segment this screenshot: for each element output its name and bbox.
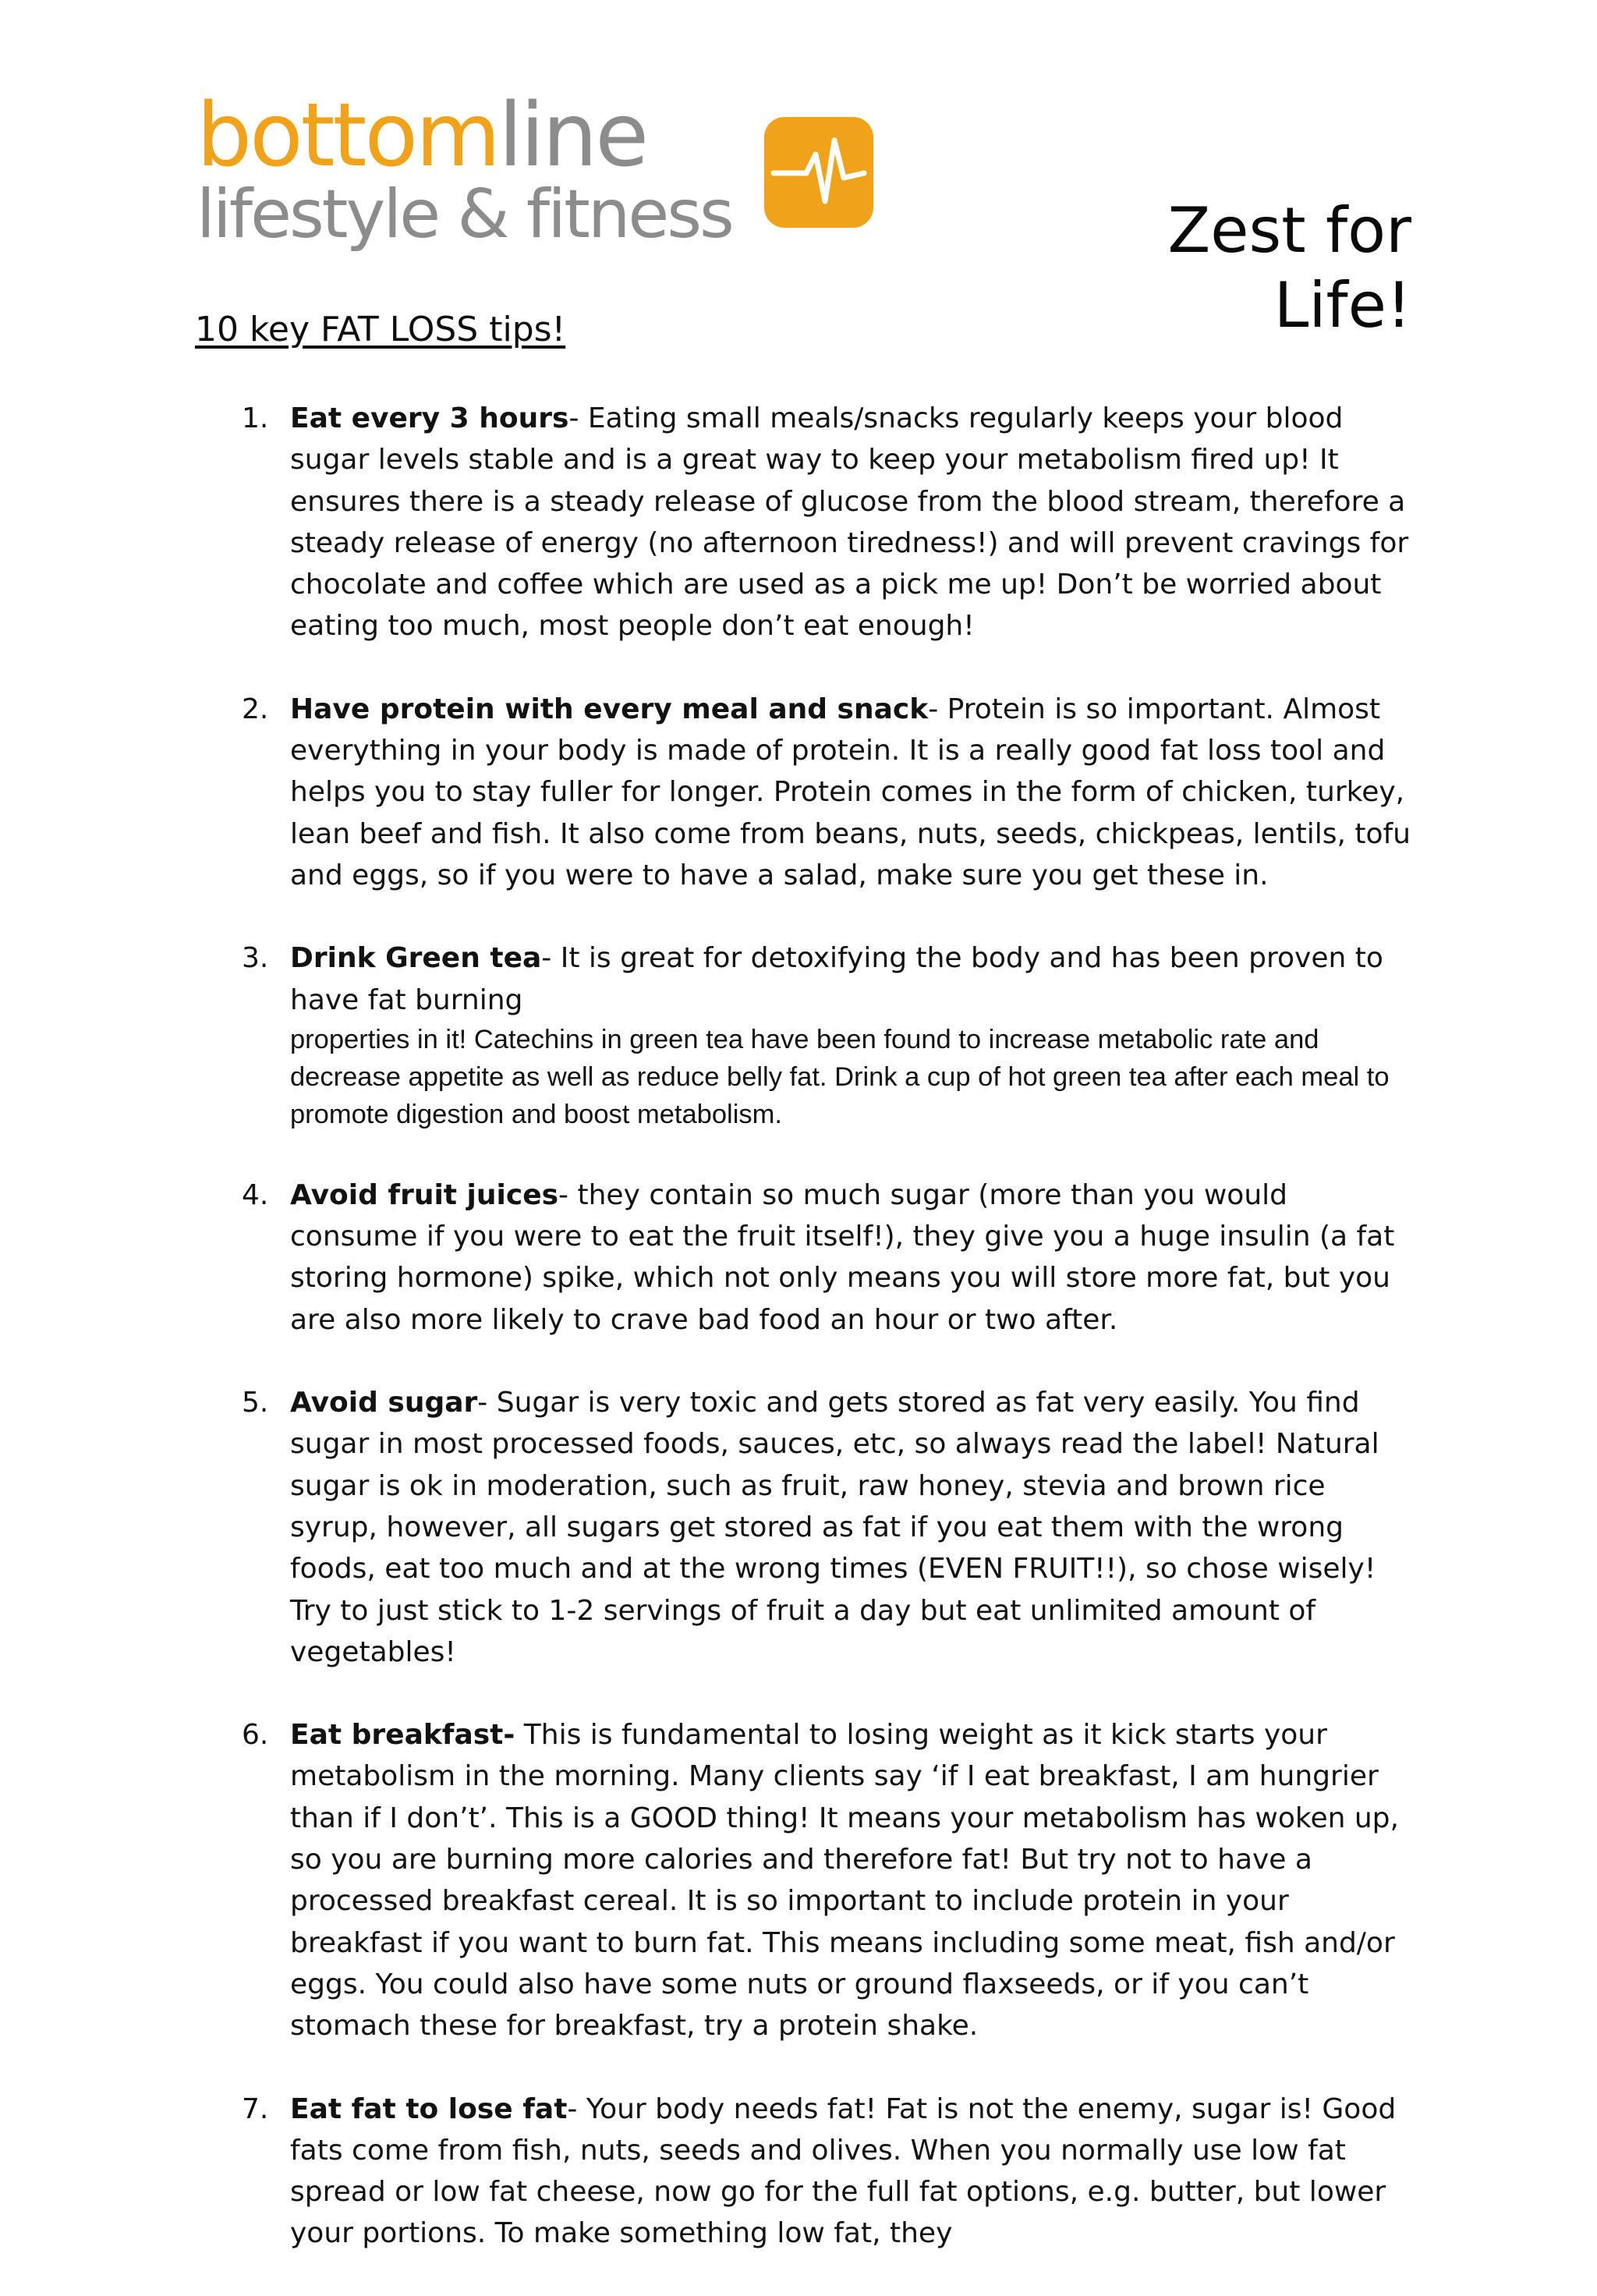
tip-title: Drink Green tea bbox=[290, 942, 542, 975]
tip-text: It is great for detoxifying the body and has been proven to have fat burning bbox=[290, 942, 1383, 1016]
tip-title: Eat every 3 hours bbox=[290, 402, 569, 434]
tip-text: they contain so much sugar (more than you would consume if you were to eat the fruit itself!), they give you a huge insulin (a fat storing hormone) spike, which not only means you will store more fat, but you are also more likely to crave bad food an hour or two after. bbox=[290, 1178, 1395, 1336]
section-title: 10 key FAT LOSS tips! bbox=[195, 310, 566, 349]
list-item-text: Avoid sugar- Sugar is very toxic and gets stored as fat very easily. You find sugar in most processed foods, sauces, etc, so always read the label! Natural sugar is ok in moderation, such as fruit, raw honey, stevia and brown rice syrup, however, all sugars get stored as fat if you eat them with the wrong foods, eat too much and at the wrong times (EVEN FRUIT!!), so chose wisely! Try to just stick to 1-2 servings of fruit a day but eat unlimited amount of vegetables! bbox=[290, 1387, 1379, 1668]
list-item bbox=[195, 398, 1411, 647]
tip-text: Sugar is very toxic and gets stored as fat very easily. You find sugar in most processed foods, sauces, etc, so always read the label! Natural sugar is ok in moderation, such as fruit, raw honey, stevia and brown rice syrup, however, all sugars get stored as fat if you eat them with the wrong foods, eat too much and at the wrong times (EVEN FRUIT!!), so chose wisely! Try to just stick to 1-2 servings of fruit a day but eat unlimited amount of vegetables! bbox=[290, 1387, 1379, 1668]
list-item-text bbox=[290, 1714, 1411, 2046]
logo-tagline: lifestyle & fitness bbox=[197, 175, 732, 253]
bottomline-logo bbox=[195, 92, 881, 256]
list-item bbox=[195, 1714, 1411, 2046]
list-item bbox=[195, 1382, 1411, 1673]
list-number: 1. bbox=[242, 402, 269, 434]
tip-text: This is fundamental to losing weight as it kick starts your metabolism in the morning. Many clients say ‘if I eat breakfast, I am hungrier than if I don’t’. This is a GOOD thing! It means your metabolism has woken up, so you are burning more calories and therefore fat! But try not to have a processed breakfast cereal. It is so important to include protein in your breakfast if you want to burn fat. This means including some meat, fish and/or eggs. You could also have some nuts or ground flaxseeds, or if you can’t stomach these for breakfast, try a protein shake. bbox=[290, 1719, 1399, 2043]
tip-text: Your body needs fat! Fat is not the enemy, sugar is! Good fats come from fish, nuts, seeds and olives. When you normally use low fat spread or low fat cheese, now go for the full fat options, e.g. butter, but lower your portions. To make something low fat, they bbox=[290, 2092, 1397, 2250]
tip-title: Avoid sugar bbox=[290, 1387, 478, 1419]
list-item bbox=[195, 937, 1411, 1133]
logo-word-line: line bbox=[498, 92, 647, 186]
tip-title: Eat breakfast- bbox=[290, 1719, 515, 1752]
heartbeat-icon bbox=[764, 117, 873, 228]
logo-graphic bbox=[195, 92, 881, 256]
tip-text: Protein is so important. Almost everything in your body is made of protein. It is a really good fat loss tool and helps you to stay fuller for longer. Protein comes in the form of chicken, turkey, lean beef and fish. It also come from beans, nuts, seeds, chickpeas, lentils, tofu and eggs, so if you were to have a salad, make sure you get these in. bbox=[290, 693, 1411, 891]
header-tagline: Zest for Life! bbox=[1167, 194, 1411, 342]
list-item bbox=[195, 689, 1411, 896]
tip-title: Eat fat to lose fat bbox=[290, 2092, 568, 2125]
tip-text: Eating small meals/snacks regularly keeps your blood sugar levels stable and is a great way to keep your metabolism fired up! It ensures there is a steady release of glucose from the blood stream, therefore a steady release of energy (no afternoon tiredness!) and will prevent cravings for chocolate and coffee which are used as a pick me up! Don’t be worried about eating too much, most people don’t eat enough! bbox=[290, 402, 1409, 643]
svg-text:bottomline bbox=[197, 92, 646, 186]
list-number: 6. bbox=[242, 1719, 269, 1752]
list-number: 3. bbox=[242, 942, 269, 975]
list-item-text: Drink Green tea- It is great for detoxifying the body and has been proven to have fat burning bbox=[290, 942, 1383, 1016]
tip-title: Avoid fruit juices bbox=[290, 1178, 559, 1211]
list-number: 5. bbox=[242, 1387, 269, 1419]
logo-word-bottom: bottom bbox=[197, 92, 499, 186]
list-item bbox=[195, 1175, 1411, 1341]
tip-text-continued: properties in it! Catechins in green tea have been found to increase metabolic rate and decrease appetite as well as reduce belly fat. Drink a cup of hot green tea after each meal to promote digestion and boost metabolism. bbox=[290, 1024, 1390, 1129]
list-item-text: Avoid fruit juices- they contain so much sugar (more than you would consume if you were to eat the fruit itself!), they give you a huge insulin (a fat storing hormone) spike, which not only means you will store more fat, but you are also more likely to crave bad food an hour or two after. bbox=[290, 1178, 1395, 1336]
tip-title: Have protein with every meal and snack bbox=[290, 693, 929, 725]
list-item bbox=[195, 2089, 1411, 2255]
list-item-text: Have protein with every meal and snack- Protein is so important. Almost everything in your body is made of protein. It is a really good fat loss tool and helps you to stay fuller for longer. Protein comes in the form of chicken, turkey, lean beef and fish. It also come from beans, nuts, seeds, chickpeas, lentils, tofu and eggs, so if you were to have a salad, make sure you get these in. bbox=[290, 693, 1411, 891]
list-number: 4. bbox=[242, 1178, 269, 1211]
tips-list bbox=[195, 398, 1411, 2296]
list-number: 7. bbox=[242, 2092, 269, 2125]
list-item-text: Eat fat to lose fat- Your body needs fat! Fat is not the enemy, sugar is! Good fats come from fish, nuts, seeds and olives. When you normally use low fat spread or low fat cheese, now go for the full fat options, e.g. butter, but lower your portions. To make something low fat, they bbox=[290, 2092, 1397, 2250]
list-item-text: Eat every 3 hours- Eating small meals/snacks regularly keeps your blood sugar levels stable and is a great way to keep your metabolism fired up! It ensures there is a steady release of glucose from the blood stream, therefore a steady release of energy (no afternoon tiredness!) and will prevent cravings for chocolate and coffee which are used as a pick me up! Don’t be worried about eating too much, most people don’t eat enough! bbox=[290, 402, 1409, 643]
list-number: 2. bbox=[242, 693, 269, 725]
